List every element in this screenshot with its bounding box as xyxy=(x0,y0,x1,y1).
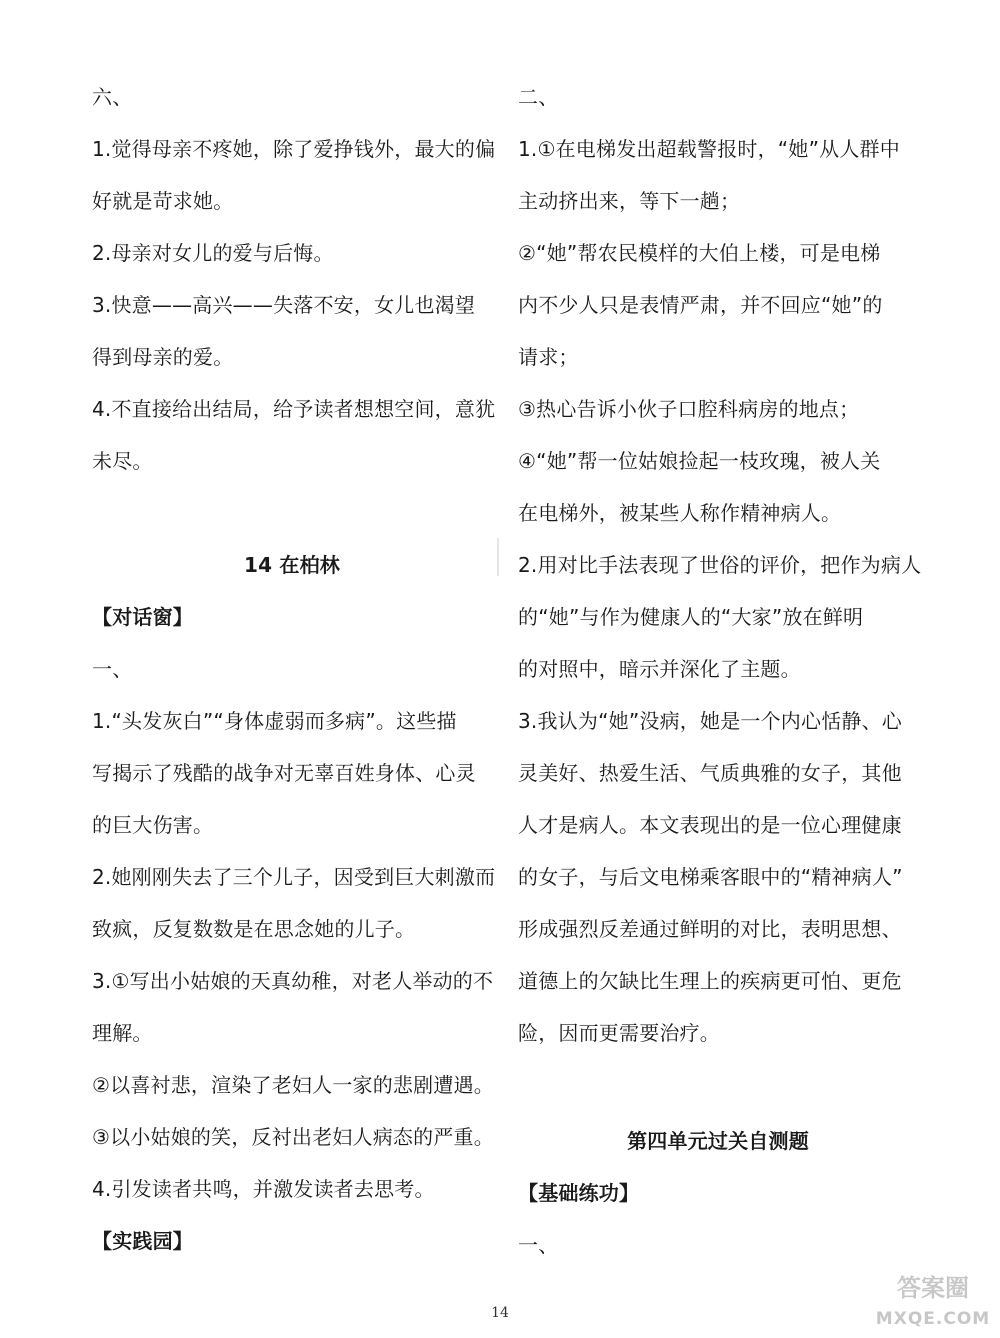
answer-line: 2.她刚刚失去了三个儿子，因受到巨大刺激而 xyxy=(92,865,496,889)
watermark-text-top: 答案圈 xyxy=(897,1274,969,1302)
answer-line: 2.用对比手法表现了世俗的评价，把作为病人 xyxy=(518,553,922,577)
answer-line: 的对照中，暗示并深化了主题。 xyxy=(518,657,801,681)
answer-line: 内不少人只是表情严肃，并不回应“她”的 xyxy=(518,293,883,317)
answer-line: 在电梯外，被某些人称作精神病人。 xyxy=(518,501,842,525)
answer-line: 道德上的欠缺比生理上的疾病更可怕、更危 xyxy=(518,969,902,993)
section-heading: 一、 xyxy=(518,1233,559,1257)
answer-line: ②“她”帮农民模样的大伯上楼，可是电梯 xyxy=(518,241,881,265)
answer-line: 的“她”与作为健康人的“大家”放在鲜明 xyxy=(518,605,864,629)
answer-line: 写揭示了残酷的战争对无辜百姓身体、心灵 xyxy=(92,761,476,785)
answer-line: 1.“头发灰白”“身体虚弱而多病”。这些描 xyxy=(92,709,457,733)
answer-line: 4.不直接给出结局，给予读者想想空间，意犹 xyxy=(92,397,496,421)
section-heading: 六、 xyxy=(92,85,133,109)
scan-artifact xyxy=(497,538,499,576)
answer-line: 理解。 xyxy=(92,1021,153,1045)
section-heading: 一、 xyxy=(92,657,133,681)
answer-line: 人才是病人。本文表现出的是一位心理健康 xyxy=(518,813,902,837)
answer-line: 未尽。 xyxy=(92,449,153,473)
answer-line: 致疯，反复数数是在思念她的儿子。 xyxy=(92,917,416,941)
answer-line: 灵美好、热爱生活、气质典雅的女子，其他 xyxy=(518,761,902,785)
answer-line: ②以喜衬悲，渲染了老妇人一家的悲剧遭遇。 xyxy=(92,1073,494,1097)
bracket-heading: 【对话窗】 xyxy=(92,605,193,629)
answer-line: 好就是苛求她。 xyxy=(92,189,234,213)
answer-line: 请求； xyxy=(518,345,579,369)
watermark-logo xyxy=(874,1268,992,1332)
answer-line: 形成强烈反差通过鲜明的对比，表明思想、 xyxy=(518,917,902,941)
answer-line: 1.觉得母亲不疼她，除了爱挣钱外，最大的偏 xyxy=(92,137,496,161)
answer-line: ④“她”帮一位姑娘捡起一枝玫瑰，被人关 xyxy=(518,449,881,473)
answer-line: 2.母亲对女儿的爱与后悔。 xyxy=(92,241,334,265)
bracket-heading: 【基础练功】 xyxy=(518,1181,640,1205)
answer-line: 4.引发读者共鸣，并激发读者去思考。 xyxy=(92,1177,435,1201)
answer-line: 3.①写出小姑娘的天真幼稚，对老人举动的不 xyxy=(92,969,494,993)
answer-line: 1.①在电梯发出超载警报时，“她”从人群中 xyxy=(518,137,900,161)
answer-line: ③热心告诉小伙子口腔科病房的地点； xyxy=(518,397,860,421)
answer-line: 的女子，与后文电梯乘客眼中的“精神病人” xyxy=(518,865,903,889)
answer-line: 3.我认为“她”没病，她是一个内心恬静、心 xyxy=(518,709,903,733)
unit-test-title: 第四单元过关自测题 xyxy=(627,1129,809,1153)
page-number: 14 xyxy=(491,1305,509,1321)
answer-line: 得到母亲的爱。 xyxy=(92,345,234,369)
lesson-title: 14 在柏林 xyxy=(244,553,340,577)
section-heading: 二、 xyxy=(518,85,559,109)
answer-line: 主动挤出来，等下一趟； xyxy=(518,189,741,213)
answer-line: 的巨大伤害。 xyxy=(92,813,214,837)
bracket-heading: 【实践园】 xyxy=(92,1229,193,1253)
answer-line: 险，因而更需要治疗。 xyxy=(518,1021,720,1045)
watermark-text-bottom: MXQE.COM xyxy=(875,1309,991,1329)
answer-line: 3.快意——高兴——失落不安，女儿也渴望 xyxy=(92,293,476,317)
answer-line: ③以小姑娘的笑，反衬出老妇人病态的严重。 xyxy=(92,1125,494,1149)
